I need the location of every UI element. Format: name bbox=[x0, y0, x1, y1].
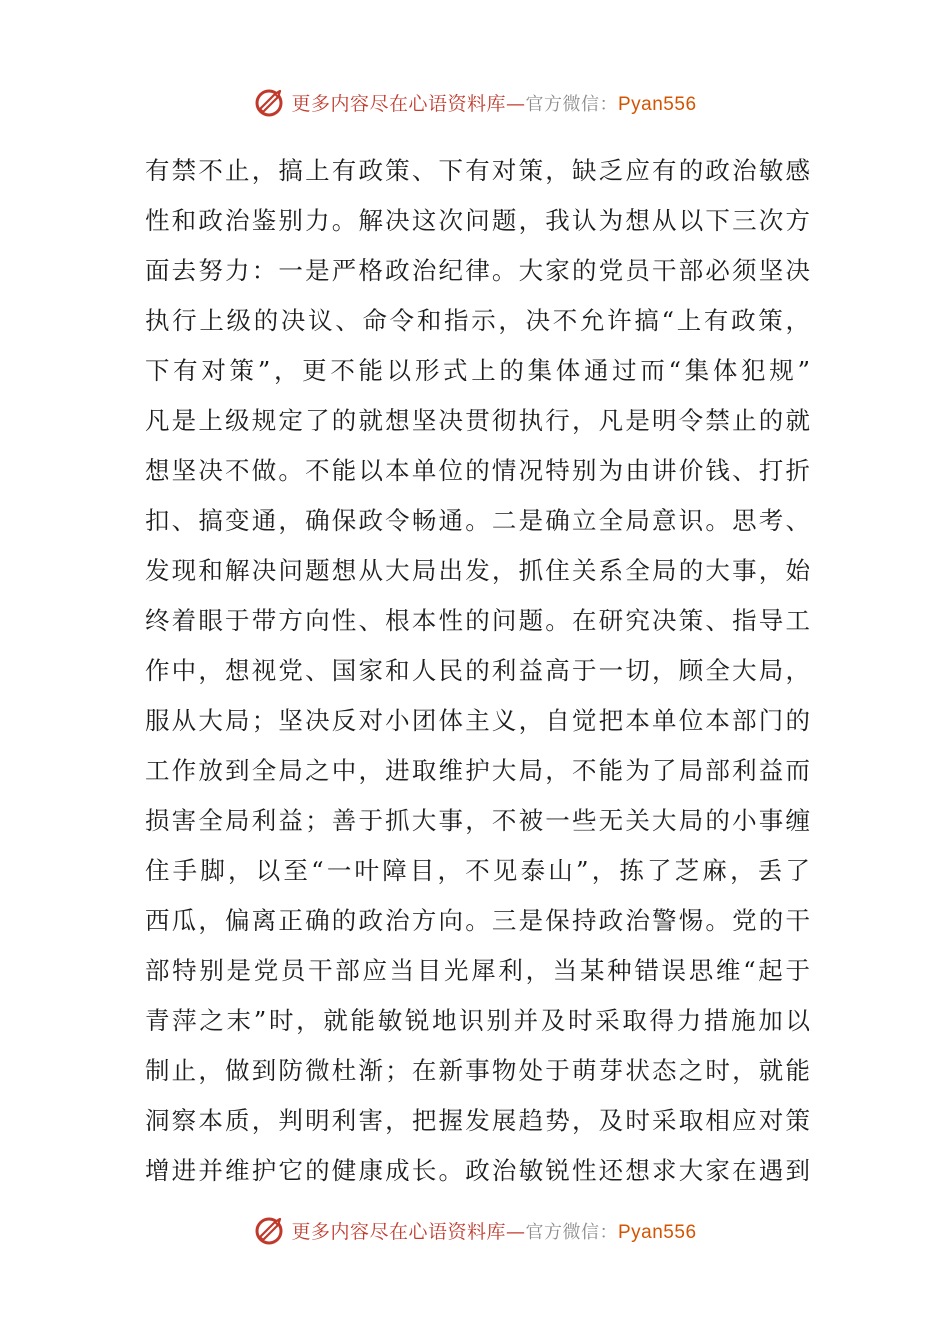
document-body bbox=[145, 146, 810, 1196]
text-line: 住手脚，以至“一叶障目，不见泰山”，拣了芝麻，丢了 bbox=[145, 856, 810, 885]
wechat-label: 官方微信： bbox=[525, 1221, 618, 1243]
wechat-id: Pyan556 bbox=[618, 93, 697, 115]
footer-banner-text bbox=[291, 1217, 696, 1244]
text-line: 下有对策”，更不能以形式上的集体通过而“集体犯规” bbox=[145, 356, 810, 385]
footer-banner bbox=[0, 1210, 950, 1250]
banner-separator: — bbox=[506, 1220, 526, 1243]
text-line: 工作放到全局之中，进取维护大局，不能为了局部利益而 bbox=[145, 756, 810, 785]
text-line: 制止，做到防微杜渐；在新事物处于萌芽状态之时，就能 bbox=[145, 1056, 810, 1085]
text-line: 部特别是党员干部应当目光犀利，当某种错误思维“起于 bbox=[145, 956, 810, 985]
text-line: 有禁不止，搞上有政策、下有对策，缺乏应有的政治敏感 bbox=[145, 156, 810, 185]
text-line: 终着眼于带方向性、根本性的问题。在研究决策、指导工 bbox=[145, 606, 810, 635]
text-line: 增进并维护它的健康成长。政治敏锐性还想求大家在遇到 bbox=[145, 1156, 810, 1185]
wechat-id: Pyan556 bbox=[618, 1221, 697, 1243]
text-line: 扣、搞变通，确保政令畅通。二是确立全局意识。思考、 bbox=[145, 506, 810, 535]
wechat-label: 官方微信： bbox=[525, 93, 618, 115]
text-line: 作中，想视党、国家和人民的利益高于一切，顾全大局， bbox=[145, 656, 810, 685]
text-line: 发现和解决问题想从大局出发，抓住关系全局的大事，始 bbox=[145, 556, 810, 585]
text-line: 洞察本质，判明利害，把握发展趋势，及时采取相应对策 bbox=[145, 1106, 810, 1135]
text-line: 凡是上级规定了的就想坚决贯彻执行，凡是明令禁止的就 bbox=[145, 406, 810, 435]
header-banner-text bbox=[291, 89, 696, 116]
pen-circle-logo-icon bbox=[253, 1213, 287, 1247]
text-line: 执行上级的决议、命令和指示，决不允许搞“上有政策， bbox=[145, 306, 810, 335]
text-line: 损害全局利益；善于抓大事，不被一些无关大局的小事缠 bbox=[145, 806, 810, 835]
text-line: 服从大局；坚决反对小团体主义，自觉把本单位本部门的 bbox=[145, 706, 810, 735]
banner-separator: — bbox=[506, 92, 526, 115]
header-banner-content bbox=[253, 85, 696, 119]
pen-circle-logo-icon bbox=[253, 85, 287, 119]
text-line: 西瓜，偏离正确的政治方向。三是保持政治警惕。党的干 bbox=[145, 906, 810, 935]
site-name: 更多内容尽在心语资料库 bbox=[291, 92, 506, 115]
text-line: 青萍之末”时，就能敏锐地识别并及时采取得力措施加以 bbox=[145, 1006, 810, 1035]
header-banner bbox=[0, 82, 950, 122]
text-line: 面去努力：一是严格政治纪律。大家的党员干部必须坚决 bbox=[145, 256, 810, 285]
footer-banner-content bbox=[253, 1213, 696, 1247]
text-line: 性和政治鉴别力。解决这次问题，我认为想从以下三次方 bbox=[145, 206, 810, 235]
text-line: 想坚决不做。不能以本单位的情况特别为由讲价钱、打折 bbox=[145, 456, 810, 485]
site-name: 更多内容尽在心语资料库 bbox=[291, 1220, 506, 1243]
